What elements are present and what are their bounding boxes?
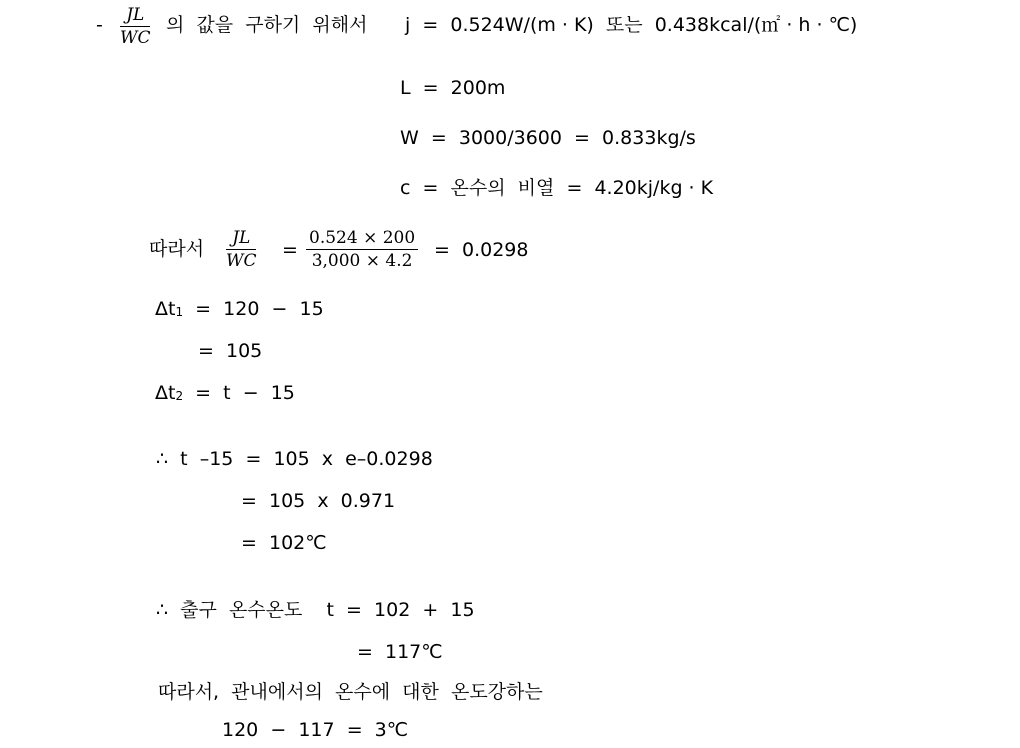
calc-denominator: 3,000 × 4.2: [311, 251, 413, 271]
length-value: L = 200m: [400, 77, 506, 99]
calc-fraction: [306, 228, 418, 271]
delta-t1-subscript: 1: [175, 305, 184, 319]
exponential-step: = 105 x 0.971: [241, 490, 396, 512]
intro-text: 의 값을 구하기 위해서: [166, 14, 368, 36]
delta-t1-result: = 105: [198, 340, 263, 362]
fraction-denominator: WC: [226, 251, 257, 271]
delta-t2-line: [155, 382, 295, 407]
thermal-conductivity-expression: j = 0.524W/(m · K) 또는 0.438kcal/(㎡ · h · ℃): [405, 14, 858, 36]
delta-t2-expression: = t − 15: [183, 382, 295, 404]
temperature-drop-result: 120 − 117 = 3℃: [222, 719, 409, 741]
fraction-denominator: WC: [120, 28, 151, 48]
outlet-temperature-result: = 117℃: [357, 641, 443, 663]
calc-numerator: 0.524 × 200: [306, 228, 418, 250]
delta-t1-symbol: Δt: [155, 298, 176, 320]
exponential-equation: ∴ t –15 = 105 x e–0.0298: [156, 448, 433, 470]
delta-t1-line: [155, 298, 324, 323]
fraction-numerator: JL: [120, 5, 150, 27]
fraction-jl-over-wc: [120, 5, 150, 48]
delta-t2-symbol: Δt: [155, 382, 176, 404]
conclusion-text: 따라서, 관내에서의 온수에 대한 온도강하는: [158, 681, 543, 703]
flow-rate-value: W = 3000/3600 = 0.833kg/s: [400, 127, 696, 149]
fraction-jl-over-wc-2: [226, 228, 256, 271]
exponential-result: = 102℃: [241, 532, 327, 554]
delta-t1-expression: = 120 − 15: [183, 298, 324, 320]
ratio-result: = 0.0298: [434, 239, 529, 261]
therefore-label: 따라서: [149, 238, 205, 260]
specific-heat-value: c = 온수의 비열 = 4.20kj/kg · K: [400, 177, 714, 199]
outlet-temperature-equation: ∴ 출구 온수온도 t = 102 + 15: [156, 599, 475, 621]
bullet-dash: -: [96, 14, 103, 36]
delta-t2-subscript: 2: [175, 389, 184, 403]
fraction-numerator: JL: [226, 228, 256, 250]
equals-sign: =: [282, 239, 298, 261]
